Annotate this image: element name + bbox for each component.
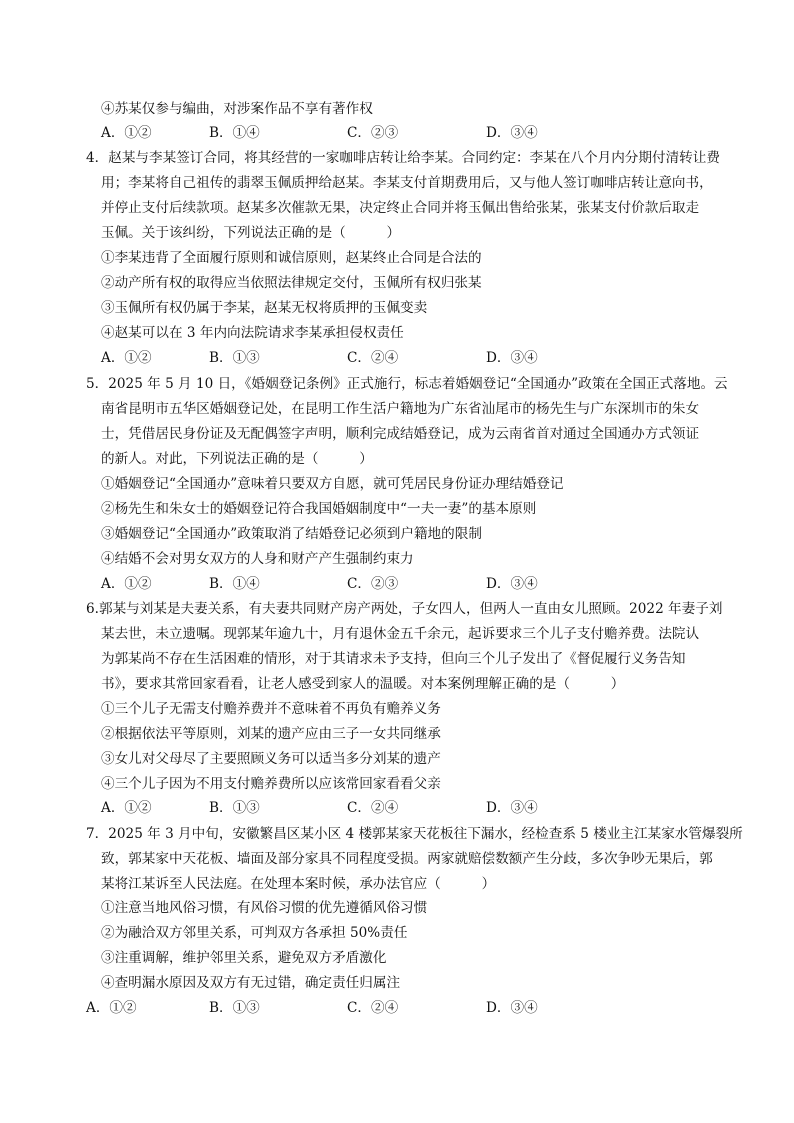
question-5-option-b: B．①④ (209, 576, 260, 592)
question-6-option-b: B．①③ (209, 800, 260, 816)
question-4-stem-line-1: 4．赵某与李某签订合同，将其经营的一家咖啡店转让给李某。合同约定：李某在八个月内分期付清转让费 (86, 150, 720, 166)
question-5-stem-line-4: 的新人。对此，下列说法正确的是（ ） (101, 451, 373, 467)
question-7-statement-2: ②为融洽双方邻里关系，可判双方各承担 50%责任 (101, 925, 408, 941)
question-6-option-a: A．①② (101, 800, 152, 816)
question-7-option-d: D．③④ (486, 1000, 538, 1016)
prev-option-b: B．①④ (209, 125, 260, 141)
prev-option-d: D．③④ (486, 125, 538, 141)
prev-option-a: A．①② (101, 125, 152, 141)
question-6-stem-line-2: 某去世，未立遗嘱。现郭某年逾九十，月有退休金五千余元，起诉要求三个儿子支付赡养费。法院认 (101, 626, 700, 642)
question-7-statement-1: ①注意当地风俗习惯，有风俗习惯的优先遵循风俗习惯 (101, 900, 428, 916)
question-7-stem-line-3: 某将江某诉至人民法庭。在处理本案时候，承办法官应（ ） (101, 876, 496, 892)
question-7-statement-4: ④查明漏水原因及双方有无过错，确定责任归属注 (101, 975, 401, 991)
question-5-statement-1: ①婚姻登记“全国通办”意味着只要双方自愿，就可凭居民身份证办理结婚登记 (101, 476, 564, 492)
question-4-stem-line-3: 并停止支付后续款项。赵某多次催款无果，决定终止合同并将玉佩出售给张某，张某支付价款后取走 (101, 200, 700, 216)
question-6-statement-1: ①三个儿子无需支付赡养费并不意味着不再负有赡养义务 (101, 701, 441, 717)
question-6-stem-line-1: 6.郭某与刘某是夫妻关系，有夫妻共同财产房产两处，子女四人，但两人一直由女儿照顾。2022 年妻子刘 (86, 601, 723, 617)
question-6-option-d: D．③④ (486, 800, 538, 816)
question-4-statement-2: ②动产所有权的取得应当依照法律规定交付，玉佩所有权归张某 (101, 275, 482, 291)
question-6-statement-3: ③女儿对父母尽了主要照顾义务可以适当多分刘某的遗产 (101, 751, 441, 767)
question-5-option-a: A．①② (101, 576, 152, 592)
question-4-stem-line-2: 用；李某将自己祖传的翡翠玉佩质押给赵某。李某支付首期费用后，又与他人签订咖啡店转让意向书， (101, 175, 713, 191)
question-6-option-c: C．②④ (347, 800, 399, 816)
question-4-statement-3: ③玉佩所有权仍属于李某，赵某无权将质押的玉佩变卖 (101, 300, 428, 316)
question-7-stem-line-1: 7．2025 年 3 月中旬，安徽繁昌区某小区 4 楼郭某家天花板往下漏水，经检查系 5 楼业主江某家水管爆裂所 (86, 826, 743, 842)
question-4-statement-1: ①李某违背了全面履行原则和诚信原则，赵某终止合同是合法的 (101, 250, 482, 266)
question-5-option-c: C．②③ (347, 576, 399, 592)
question-7-statement-3: ③注重调解，维护邻里关系，避免双方矛盾激化 (101, 950, 387, 966)
question-5-statement-3: ③婚姻登记“全国通办”政策取消了结婚登记必须到户籍地的限制 (101, 526, 482, 542)
question-6-stem-line-3: 为郭某尚不存在生活困难的情形，对于其请求未予支持，但向三个儿子发出了《督促履行义务告知 (101, 651, 686, 667)
question-7-option-a: A．①② (86, 1000, 137, 1016)
question-4-option-d: D．③④ (486, 350, 538, 366)
question-5-stem-line-2: 南省昆明市五华区婚姻登记处，在昆明工作生活户籍地为广东省汕尾市的杨先生与广东深圳市的朱女 (101, 401, 700, 417)
question-5-option-d: D．③④ (486, 576, 538, 592)
question-4-option-a: A．①② (101, 350, 152, 366)
prev-option-c: C．②③ (347, 125, 399, 141)
question-6-statement-4: ④三个儿子因为不用支付赡养费所以应该常回家看看父亲 (101, 776, 441, 792)
question-5-stem-line-3: 士，凭借居民身份证及无配偶签字声明，顺利完成结婚登记，成为云南省首对通过全国通办方式领证 (101, 426, 700, 442)
question-6-stem-line-4: 书》，要求其常回家看看，让老人感受到家人的温暖。对本案例理解正确的是（ ） (101, 676, 625, 692)
question-4-option-b: B．①③ (209, 350, 260, 366)
question-4-statement-4: ④赵某可以在 3 年内向法院请求李某承担侵权责任 (101, 325, 404, 341)
question-4-stem-line-4: 玉佩。关于该纠纷，下列说法正确的是（ ） (101, 225, 401, 241)
question-7-option-c: C．②④ (347, 1000, 399, 1016)
question-5-statement-2: ②杨先生和朱女士的婚姻登记符合我国婚姻制度中“一夫一妻”的基本原则 (101, 501, 537, 517)
question-6-statement-2: ②根据依法平等原则，刘某的遗产应由三子一女共同继承 (101, 726, 441, 742)
question-5-stem-line-1: 5．2025 年 5 月 10 日，《婚姻登记条例》正式施行，标志着婚姻登记“全国通办”政策在全国正式落地。云 (86, 376, 728, 392)
prev-statement-4: ④苏某仅参与编曲，对涉案作品不享有著作权 (101, 101, 373, 117)
question-5-statement-4: ④结婚不会对男女双方的人身和财产产生强制约束力 (101, 551, 414, 567)
question-7-stem-line-2: 致，郭某家中天花板、墙面及部分家具不同程度受损。两家就赔偿数额产生分歧，多次争吵无果后，郭 (101, 851, 713, 867)
question-7-option-b: B．①③ (209, 1000, 260, 1016)
question-4-option-c: C．②④ (347, 350, 399, 366)
